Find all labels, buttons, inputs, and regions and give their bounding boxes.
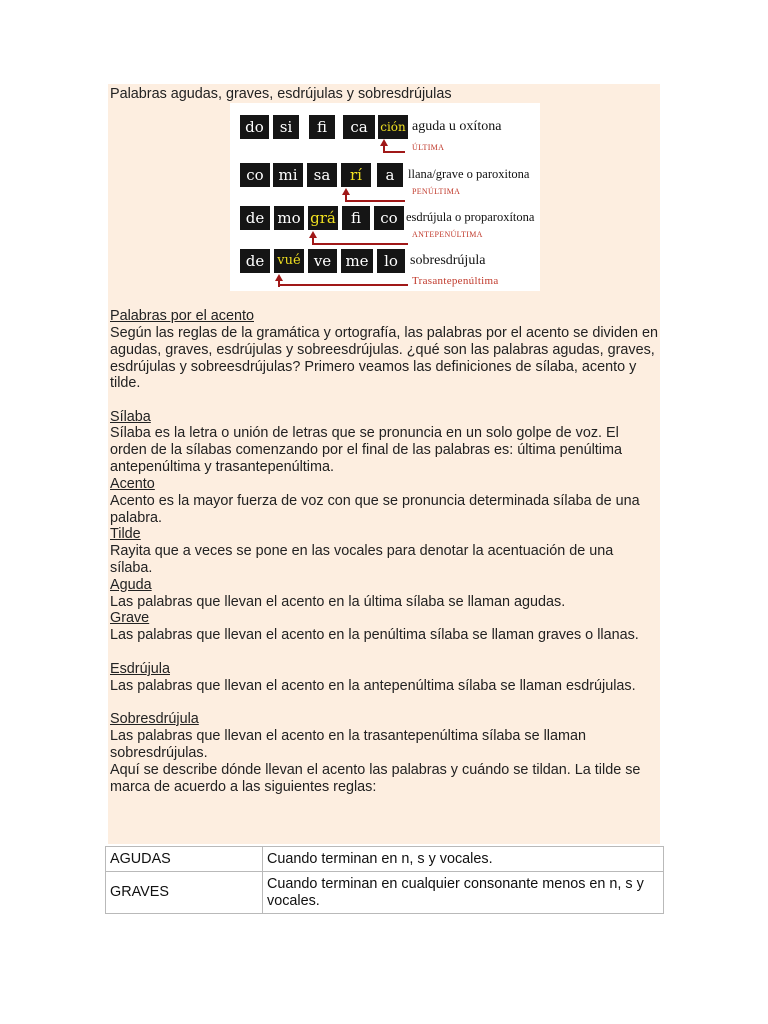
definition-text: Las palabras que llevan el acento en la última sílaba se llaman agudas.	[110, 594, 566, 610]
diagram-row-grave	[240, 163, 540, 189]
syllable: mi	[273, 163, 303, 187]
closing-paragraph: Aquí se describe dónde llevan el acento las palabras y cuándo se tildan. La tilde se marca de acuerdo a las siguientes reglas:	[110, 762, 641, 795]
syllable: fi	[342, 206, 370, 230]
syllable: lo	[377, 249, 405, 273]
definition-text: Acento es la mayor fuerza de voz con que se pronuncia determinada sílaba de una palabra.	[110, 493, 640, 526]
syllable-stressed: ción	[378, 115, 408, 139]
table-cell-type: GRAVES	[106, 872, 263, 914]
syllable-stressed: vué	[274, 249, 304, 273]
section-heading: Palabras por el acento	[110, 308, 254, 324]
section-heading: Sobresdrújula	[110, 711, 199, 727]
accent-diagram	[230, 103, 540, 291]
arrow-line	[383, 151, 405, 153]
syllable: sa	[307, 163, 337, 187]
syllable: ve	[308, 249, 337, 273]
arrow-line	[278, 284, 408, 286]
intro-paragraph: Según las reglas de la gramática y ortografía, las palabras por el acento se dividen en agudas, graves, esdrújulas y sobreesdrújulas. ¿qué son las palabras agudas, graves, esdrújulas y sobreesdrújulas? Primero veamos las definiciones de sílaba, acento y tilde.	[110, 325, 658, 392]
table-row	[106, 872, 664, 914]
table-cell-rule: Cuando terminan en n, s y vocales.	[263, 847, 664, 872]
diagram-label: aguda u oxítona	[412, 119, 502, 134]
diagram-label: esdrújula o proparoxítona	[406, 210, 535, 224]
table-cell-rule: Cuando terminan en cualquier consonante menos en n, s y vocales.	[263, 872, 664, 914]
section-heading: Aguda	[110, 577, 152, 593]
arrow-line	[312, 243, 408, 245]
syllable: me	[341, 249, 373, 273]
syllable: si	[273, 115, 299, 139]
section-heading: Sílaba	[110, 409, 151, 425]
rules-table	[105, 846, 664, 914]
diagram-row-aguda	[240, 115, 540, 141]
syllable: a	[377, 163, 403, 187]
page-title: Palabras agudas, graves, esdrújulas y sobresdrújulas	[110, 86, 452, 102]
definition-text: Sílaba es la letra o unión de letras que se pronuncia en un solo golpe de voz. El orden de la sílabas comenzando por el final de las palabras es: última penúltima antepenúltima y trasantepenúltima.	[110, 425, 622, 475]
section-heading: Tilde	[110, 526, 141, 542]
syllable: do	[240, 115, 269, 139]
syllable: de	[240, 249, 270, 273]
syllable: co	[240, 163, 270, 187]
section-heading: Esdrújula	[110, 661, 170, 677]
syllable: mo	[274, 206, 304, 230]
diagram-label: sobresdrújula	[410, 253, 486, 268]
diagram-sublabel: ÚLTIMA	[412, 143, 445, 152]
diagram-label: llana/grave o paroxitona	[408, 167, 530, 181]
table-cell-type: AGUDAS	[106, 847, 263, 872]
syllable-stressed: rí	[341, 163, 371, 187]
diagram-row-sobresdrujula	[240, 249, 540, 275]
diagram-sublabel: ANTEPENÚLTIMA	[412, 230, 483, 239]
definition-text: Las palabras que llevan el acento en la penúltima sílaba se llaman graves o llanas.	[110, 627, 639, 643]
syllable: ca	[343, 115, 375, 139]
definition-text: Rayita que a veces se pone en las vocales para denotar la acentuación de una sílaba.	[110, 543, 614, 576]
syllable-stressed: grá	[308, 206, 338, 230]
section-heading: Grave	[110, 610, 150, 626]
syllable: de	[240, 206, 270, 230]
syllable: co	[374, 206, 404, 230]
section-heading: Acento	[110, 476, 155, 492]
definition-text: Las palabras que llevan el acento en la antepenúltima sílaba se llaman esdrújulas.	[110, 678, 636, 694]
table-row	[106, 847, 664, 872]
diagram-sublabel: Trasantepenúltima	[412, 275, 499, 287]
syllable: fi	[309, 115, 335, 139]
arrow-line	[345, 200, 405, 202]
diagram-sublabel: PENÚLTIMA	[412, 187, 461, 196]
definition-text: Las palabras que llevan el acento en la trasantepenúltima sílaba se llaman sobresdrújulas.	[110, 728, 586, 761]
diagram-row-esdrujula	[240, 206, 540, 232]
